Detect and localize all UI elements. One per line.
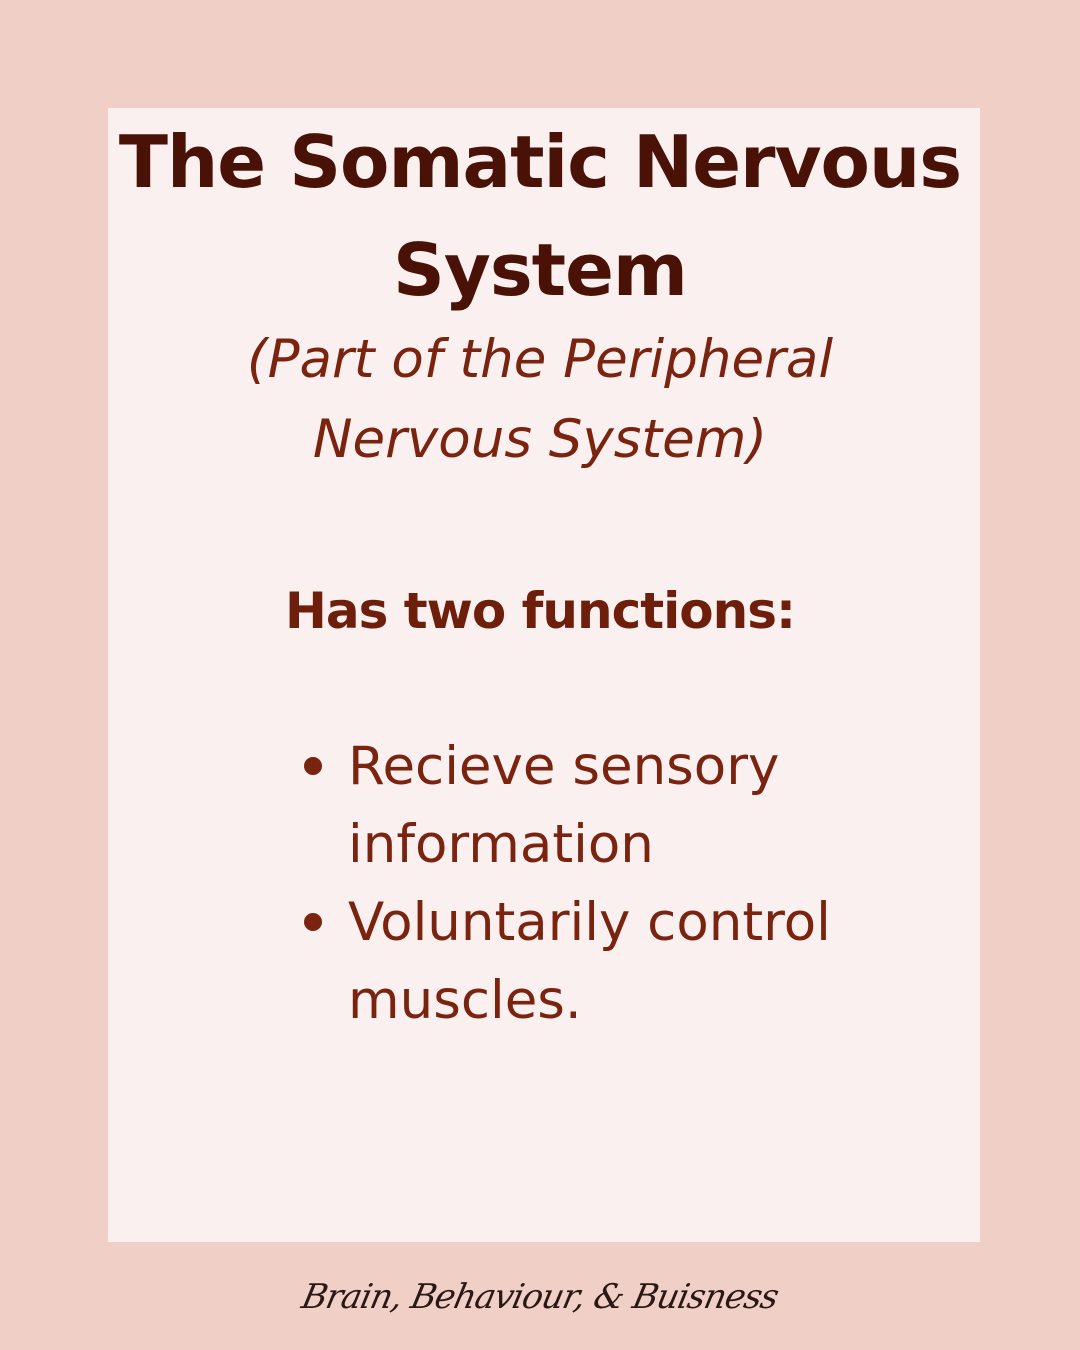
function-item-muscles xyxy=(296,884,936,1040)
bullet-icon xyxy=(304,913,322,931)
function-list xyxy=(296,728,936,1040)
function-item-line: muscles. xyxy=(348,970,582,1031)
title-line-1: The Somatic Nervous xyxy=(118,120,962,204)
subtitle-line-2: Nervous System) xyxy=(312,409,768,470)
function-item-line: Voluntarily control xyxy=(348,892,831,953)
brand-signature: Brain, Behaviour, & Buisness xyxy=(298,1277,782,1317)
subtitle-line-1: (Part of the Peripheral xyxy=(246,329,834,390)
title-line-2: System xyxy=(393,228,687,312)
bullet-icon xyxy=(304,757,322,775)
page-title xyxy=(0,108,1080,324)
page-subtitle xyxy=(0,320,1080,480)
function-item-line: information xyxy=(348,814,654,875)
function-item-line: Recieve sensory xyxy=(348,736,780,797)
function-item-sensory xyxy=(296,728,936,884)
functions-heading: Has two functions: xyxy=(285,582,795,640)
